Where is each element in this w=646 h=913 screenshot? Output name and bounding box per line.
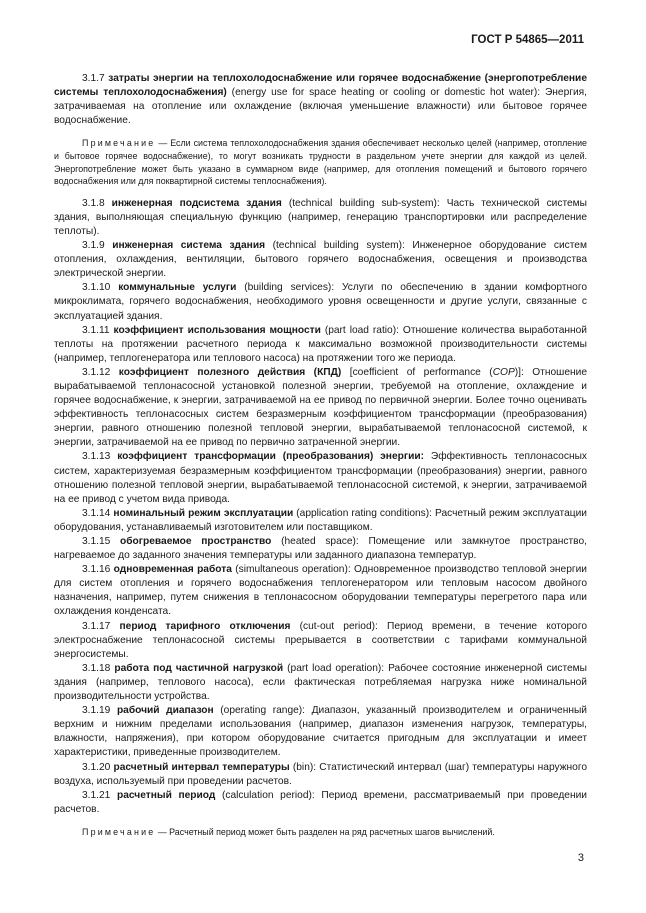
clause-3-1-10 [54, 281, 587, 323]
clause-definition: (building services): Услуги по обеспечению в здании комфортного микроклимата, горячего водоснабжения, необходимого уровня освещенности и другие услуги, связанные с эксплуатацией здания. [54, 282, 587, 322]
clause-term: коммунальные услуги [118, 282, 237, 294]
clause-3-1-8 [54, 197, 587, 239]
clause-definition: (bin): Статистический интервал (шаг) температуры наружного воздуха, используемый при проведении расчетов. [54, 761, 587, 787]
clause-3-1-21 [54, 789, 587, 817]
clause-number: 3.1.11 [82, 324, 110, 336]
clause-number: 3.1.19 [82, 705, 111, 717]
clause-number: 3.1.10 [82, 282, 111, 294]
clause-term: работа под частичной нагрузкой [114, 662, 284, 674]
clause-3-1-14 [54, 507, 587, 535]
clause-3-1-15 [54, 535, 587, 563]
clause-definition: Эффективность теплонасосных систем, характеризуемая безразмерным коэффициентом трансформации (преобразования) энергии, равного отношению полезной тепловой энергии, вырабатываемой теплонасосной системой, к энергии, затрачиваемой на ее привод с учетом вида привода. [54, 451, 587, 505]
clause-3-1-12 [54, 366, 587, 451]
clause-term: коэффициент трансформации (преобразования) энергии: [117, 451, 424, 463]
clause-3-1-16 [54, 563, 587, 619]
clause-definition: (technical building sub-system): Часть технической системы здания, выполняющая специальную функцию (например, генерацию транспортировки или распределение теплоты). [54, 197, 587, 237]
clause-definition: (cut-out period): Период времени, в течение которого электроснабжение теплонасосной системы прерывается в соответствии с тарифами коммунальной энергосистемы. [54, 620, 587, 660]
clause-term: одновременная работа [113, 564, 232, 576]
clause-definition-italic: COP [492, 366, 515, 378]
clause-definition: (calculation period): Период времени, рассматриваемый при проведении расчетов. [54, 789, 587, 815]
clause-number: 3.1.21 [82, 789, 111, 801]
clause-3-1-7 [54, 72, 587, 128]
clause-3-1-18 [54, 662, 587, 704]
document-header: ГОСТ Р 54865—2011 [471, 34, 584, 46]
clause-definition: (application rating conditions): Расчетный режим эксплуатации оборудования, устанавливаемый изготовителем или поставщиком. [54, 507, 587, 533]
clause-term: инженерная подсистема здания [111, 197, 282, 209]
clause-definition-pre: [coefficient of performance ( [341, 366, 493, 378]
clause-3-1-17 [54, 620, 587, 662]
clause-3-1-20 [54, 761, 587, 789]
note-label: Примечание [82, 826, 156, 837]
document-body [54, 72, 587, 838]
clause-term: затраты энергии на теплохолодоснабжение или горячее водоснабжение (энергопотребление системы теплохолодоснабжения) [54, 73, 587, 99]
note-label: Примечание [82, 138, 156, 149]
clause-definition: (technical building system): Инженерное оборудование систем отопления, охлаждения, вентиляции, бытового горячего водоснабжения, освещения и производства электрической энергии. [54, 240, 587, 280]
clause-number: 3.1.7 [82, 73, 105, 84]
clause-term: период тарифного отключения [119, 620, 291, 632]
clause-number: 3.1.13 [82, 451, 111, 463]
clause-number: 3.1.15 [82, 536, 111, 547]
clause-term: обогреваемое пространство [120, 536, 272, 547]
clause-term: расчетный период [116, 789, 216, 801]
clause-number: 3.1.18 [82, 662, 111, 674]
clause-term: коэффициент использования мощности [113, 324, 321, 336]
clause-number: 3.1.16 [82, 564, 111, 576]
clause-definition: (part load operation): Рабочее состояние инженерной системы здания (например, теплового насоса), если фактическая потребляемая нагрузка ниже номинальной производительности устройства. [54, 662, 587, 703]
clause-definition: (simultaneous operation): Одновременное производство тепловой энергии для систем отопления и горячего водоснабжения теплогенератором или тепловым насосом двойного назначения, например, путем снижения в теплонасосном оборудовании температуры перегретого пара или охлаждения конденсата. [54, 564, 587, 618]
clause-definition-post: )]: Отношение вырабатываемой теплонасосной установкой полезной энергии, требуемой на отопление, охлаждение и горячее водоснабжение, к энергии, затрачиваемой на ее привод по первичной энергии. Более точно оценивать эффективность теплонасосных систем безразмерным коэффициентом трансформации (преобразования) энергии, равного отношению полезной тепловой энергии, вырабатываемой теплонасосной системой, к энергии, затрачиваемой на ее привод по первично затраченной энергии. [54, 366, 587, 449]
note-text: — Расчетный период может быть разделен на ряд расчетных шагов вычислений. [155, 826, 495, 837]
clause-term: коэффициент полезного действия (КПД) [118, 366, 342, 378]
clause-3-1-11 [54, 324, 587, 366]
note-text: — Если система теплохолодоснабжения здания обеспечивает несколько целей (например, отопление и бытовое горячее водоснабжение), то могут возникать трудности в раздельном учете энергии для каждой из целей. Энергопотребление может быть указано в суммарном виде (например, для отопления помещений и бытового горячего водоснабжения или для поквартирной системы теплоснабжения). [54, 138, 587, 187]
clause-number: 3.1.8 [82, 197, 105, 209]
clause-term: рабочий диапазон [116, 705, 214, 717]
clause-number: 3.1.14 [82, 507, 111, 519]
clause-term: расчетный интервал температуры [113, 761, 290, 773]
clause-3-1-13 [54, 450, 587, 506]
page-number: 3 [577, 852, 584, 864]
clause-number: 3.1.17 [82, 620, 111, 632]
clause-definition: (part load ratio): Отношение количества выработанной теплоты на протяжении расчетного периода к максимально возможной производительности системы (например, теплогенератора или теплового насоса) на протяжении того же периода. [54, 324, 587, 364]
clause-definition: (heated space): Помещение или замкнутое пространство, нагреваемое до заданного значения температуры или заданного диапазона температур. [54, 536, 587, 562]
clause-definition: (energy use for space heating or cooling or domestic hot water): Энергия, затрачиваемая на отопление или охлаждение (включая уменьшение влажности) или бытовое горячее водоснабжение. [54, 87, 587, 127]
note-1 [54, 137, 587, 187]
clause-3-1-9 [54, 239, 587, 281]
clause-3-1-19 [54, 704, 587, 760]
clause-number: 3.1.9 [82, 240, 105, 252]
clause-number: 3.1.20 [82, 761, 111, 773]
clause-definition: (operating range): Диапазон, указанный производителем и ограниченный верхним и нижним пределами использования (например, диапазон изменения нагрузок, температуры, влажности, напряжения), при котором оборудование считается пригодным для эксплуатации и имеет характеристики, приведенные производителем. [54, 705, 587, 759]
note-2 [54, 826, 587, 839]
clause-number: 3.1.12 [82, 366, 111, 378]
clause-term: инженерная система здания [112, 240, 266, 252]
clause-term: номинальный режим эксплуатации [113, 507, 294, 519]
